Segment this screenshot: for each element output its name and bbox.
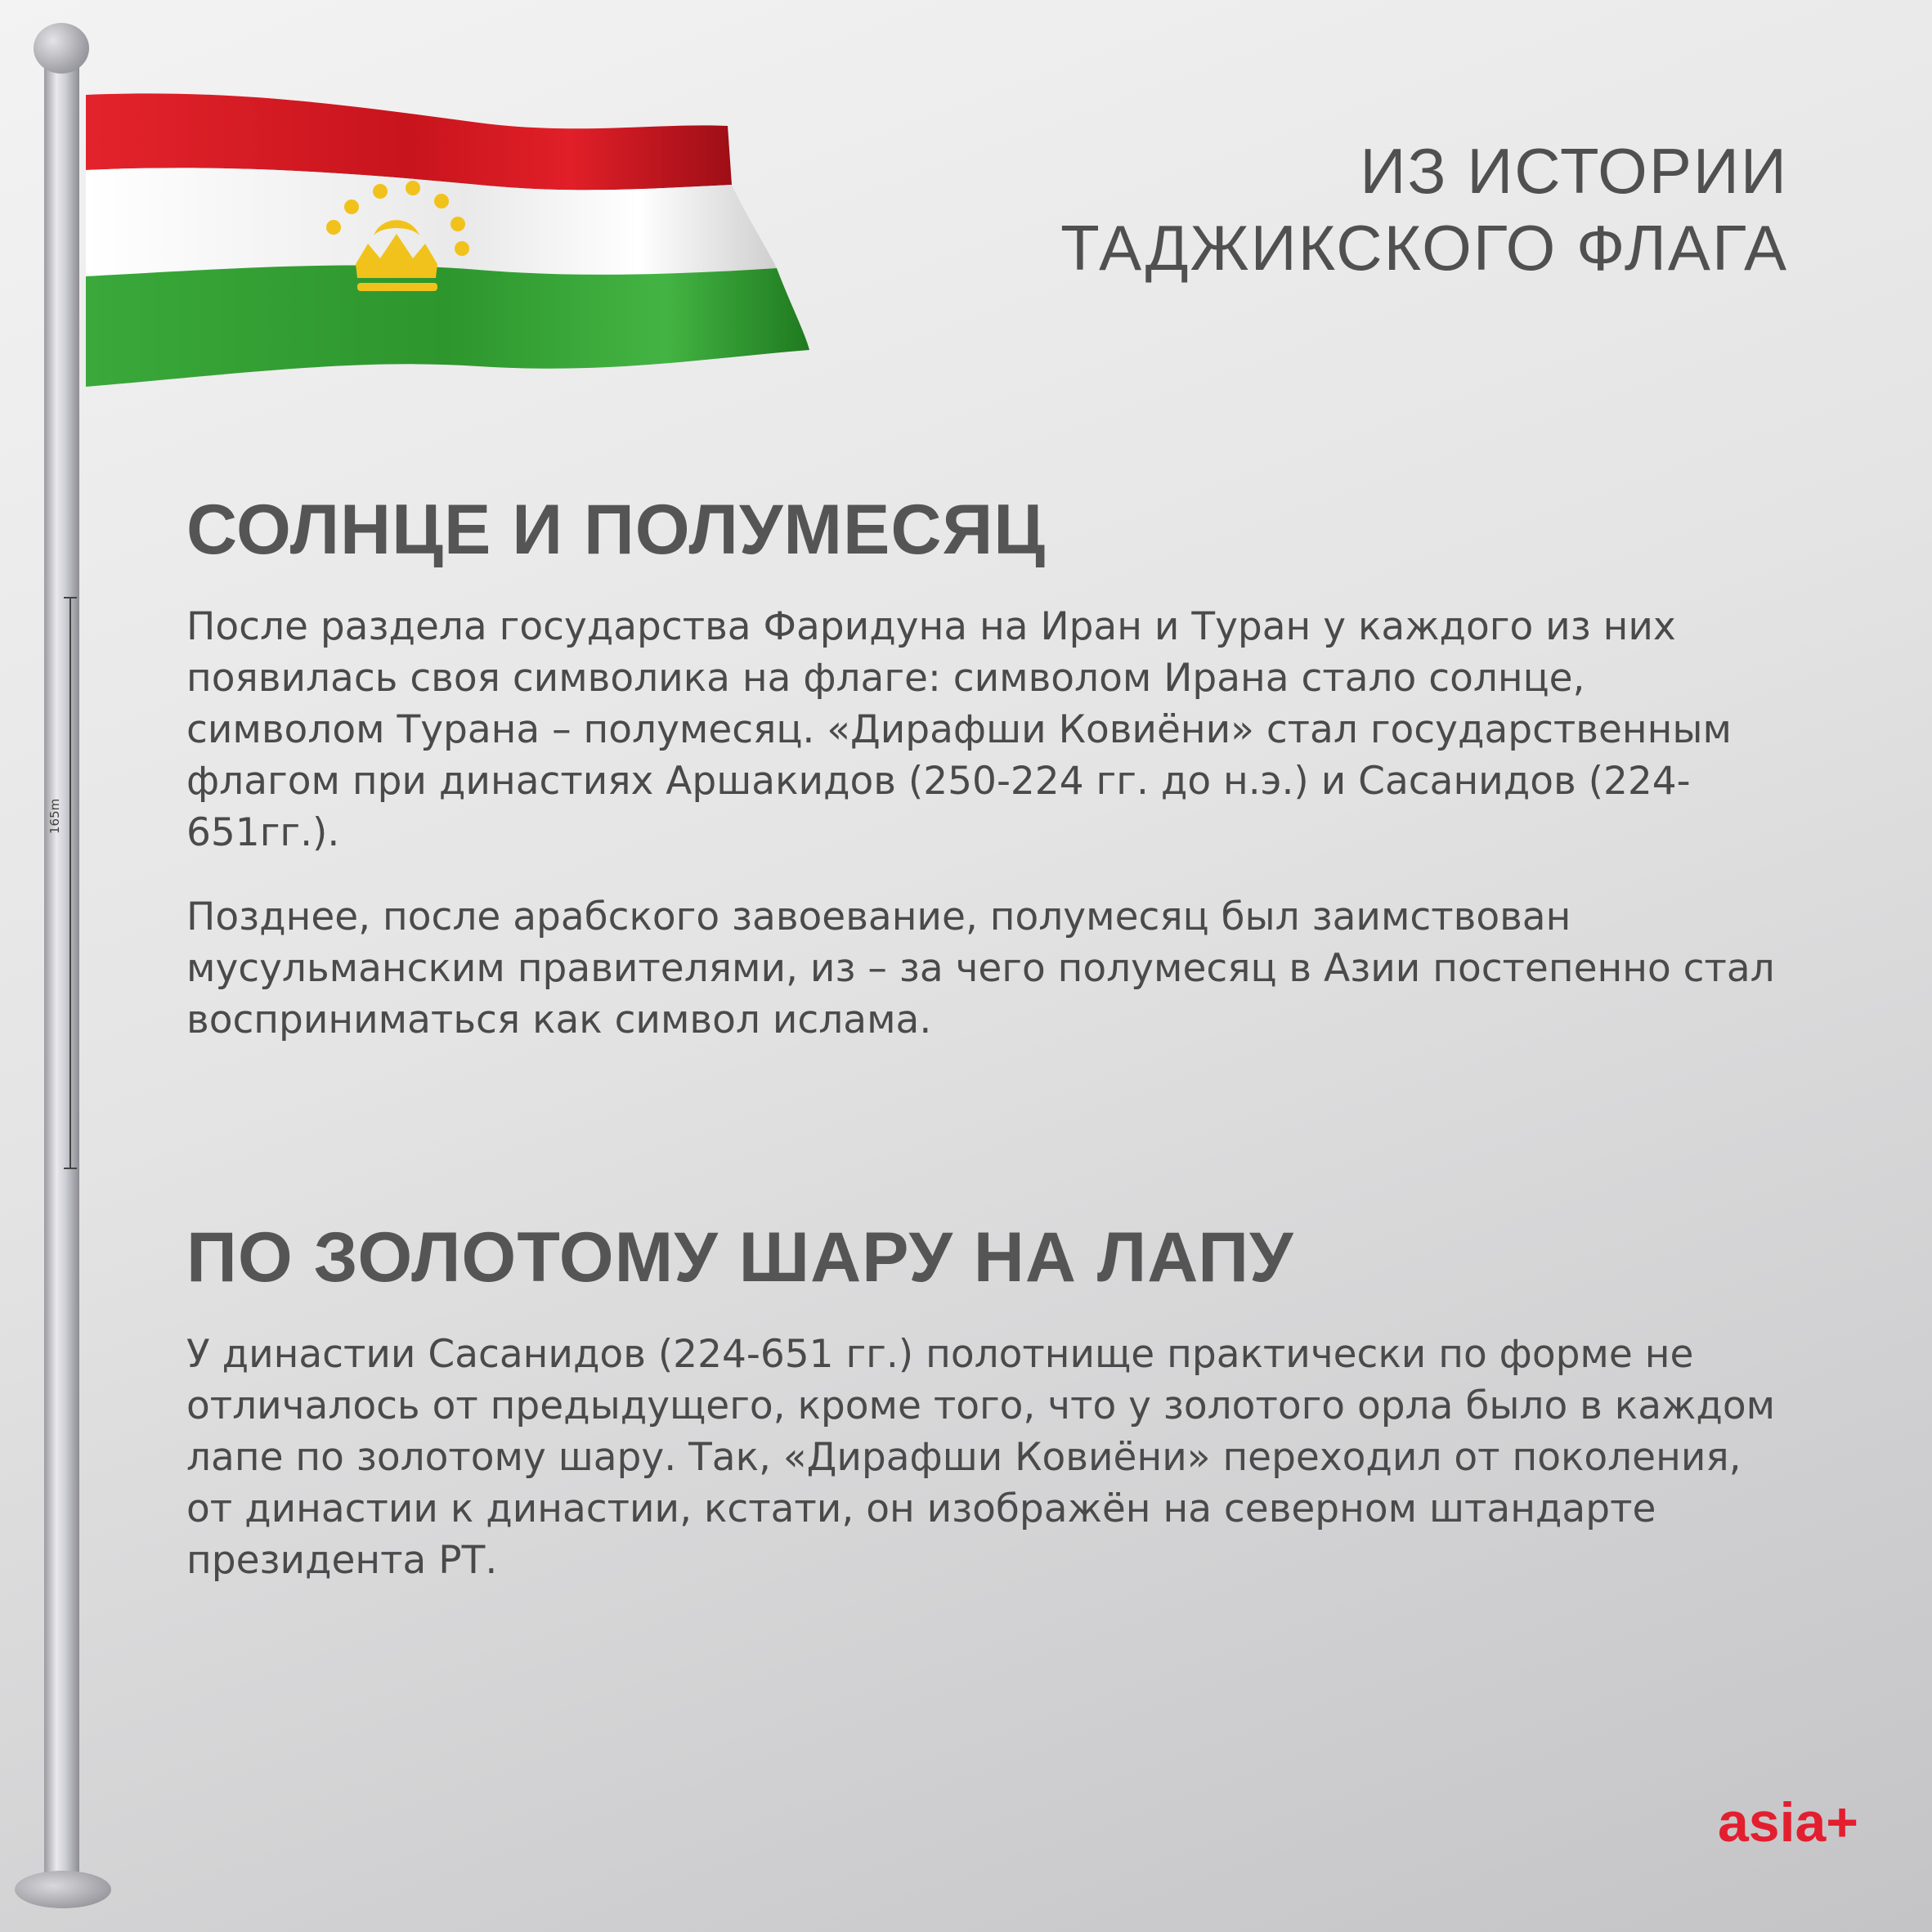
section-1-paragraph-1: После раздела государства Фаридуна на Иран и Туран у каждого из них появилась своя символика на флаге: символом Ирана стало солнце, символом Турана – полумесяц. «Дирафши Ковиёни» стал государственным флагом при династиях Аршакидов (250-224 гг. до н.э.) и Сасанидов (224-651гг.).	[186, 604, 1732, 855]
section-heading-sun-and-crescent: СОЛНЦЕ И ПОЛУМЕСЯЦ	[186, 491, 1047, 569]
page-title-line1: ИЗ ИСТОРИИ	[1360, 135, 1788, 207]
flagpole-base	[15, 1871, 111, 1908]
height-measure-label: 165m	[47, 798, 62, 834]
section-heading-golden-ball: ПО ЗОЛОТОМУ ШАРУ НА ЛАПУ	[186, 1218, 1294, 1297]
tajik-flag-image	[86, 88, 809, 391]
section-2-paragraph-1: У династии Сасанидов (224-651 гг.) полотнище практически по форме не отличалось от предыдущего, кроме того, что у золотого орла было в каждом лапе по золотому шару. Так, «Дирафши Ковиёни» переходил от поколения, от династии к династии, кстати, он изображён на северном штандарте президента РТ.	[186, 1332, 1776, 1583]
height-measure-line	[64, 597, 77, 1169]
section-1-paragraph-2: Позднее, после арабского завоевание, полумесяц был заимствован мусульманским правителями, из – за чего полумесяц в Азии постепенно стал восприниматься как символ ислама.	[186, 894, 1775, 1042]
page-title	[1060, 132, 1788, 286]
page-title-line2: ТАДЖИКСКОГО ФЛАГА	[1060, 212, 1788, 284]
asia-plus-logo: asia+	[1717, 1791, 1858, 1854]
flagpole-finial	[34, 23, 89, 74]
